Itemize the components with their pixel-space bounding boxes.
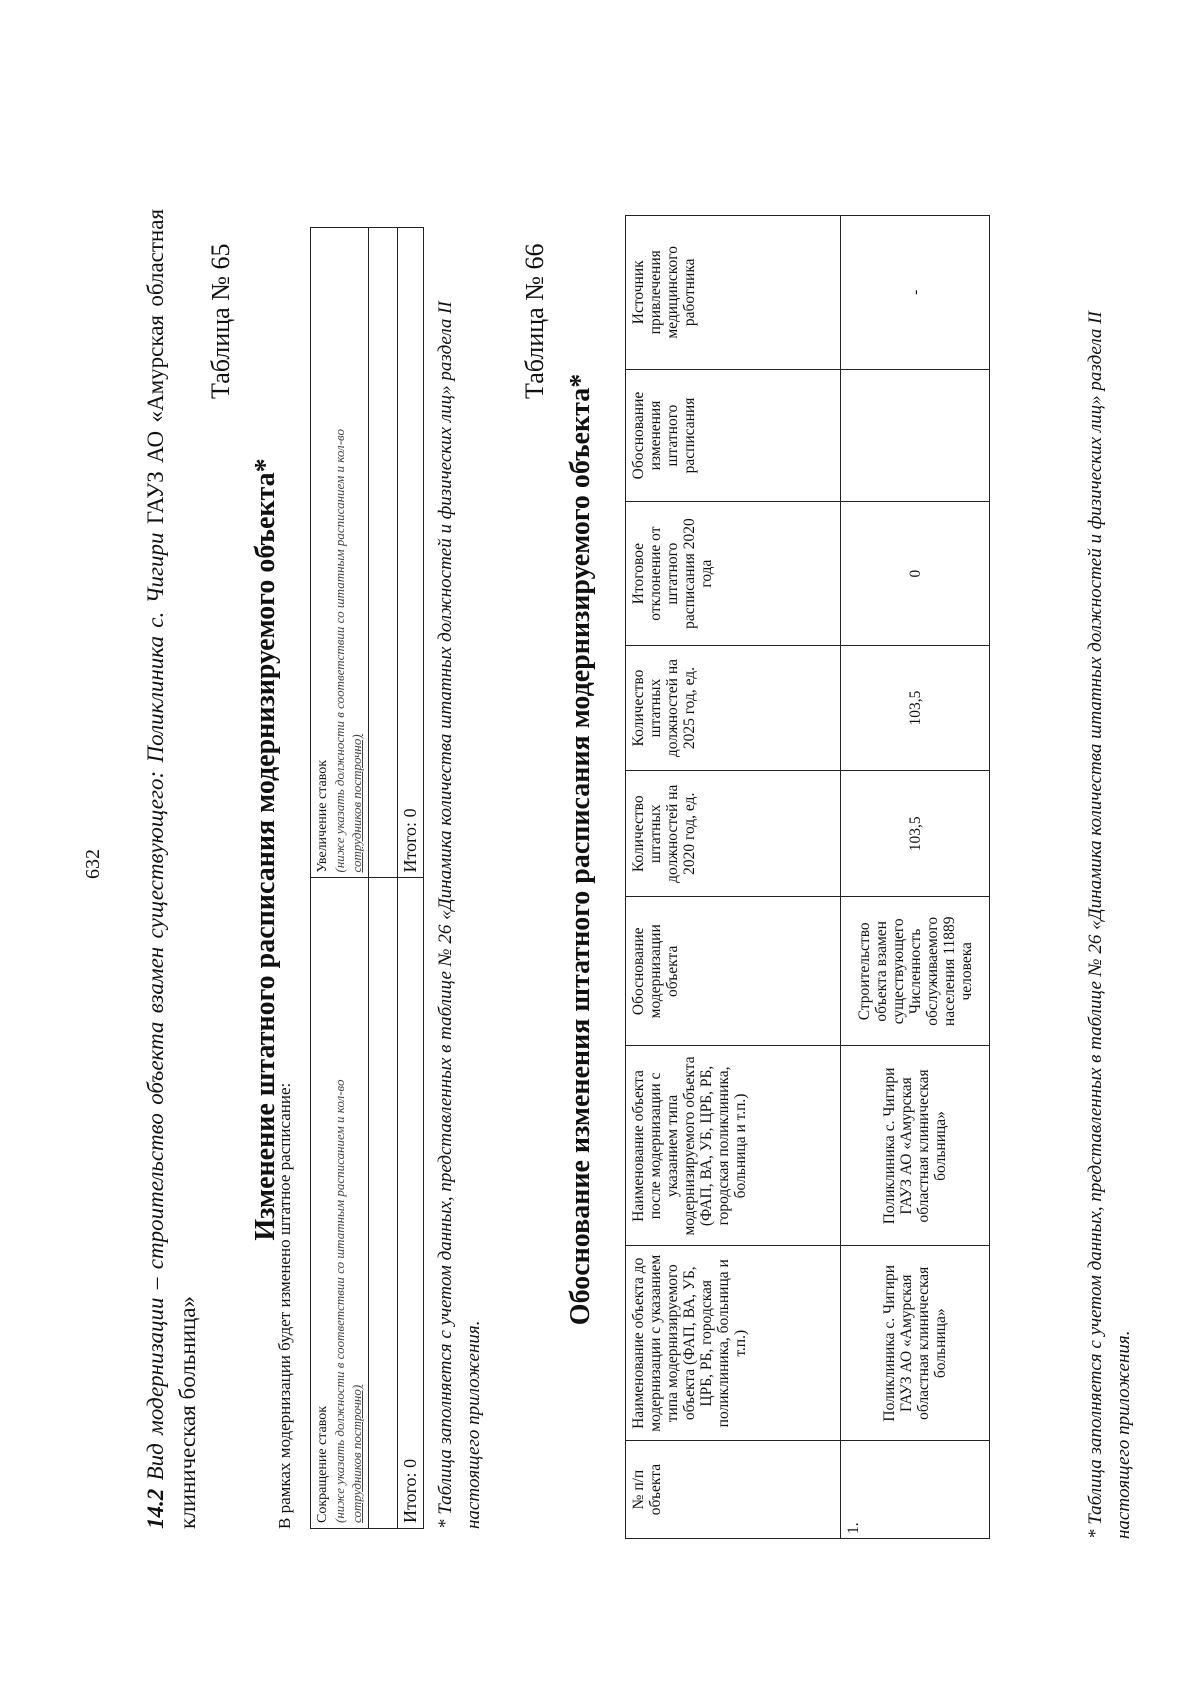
table-header-row xyxy=(626,216,841,1539)
section-number: 14.2 xyxy=(143,1488,168,1529)
header-cell: № п/п объекта xyxy=(626,1441,841,1539)
cell-source: - xyxy=(841,216,990,370)
cell-number: 1. xyxy=(841,1441,990,1539)
increase-note: (ниже указать должности в соответствии со штатным расписанием и кол-во xyxy=(332,428,347,873)
table-65-intro: В рамках модернизации будет изменено штатное расписание: xyxy=(275,1082,294,1529)
staffing-justification-table xyxy=(625,215,990,1539)
reduction-note: (ниже указать должности в соответствии со штатным расписанием и кол-во xyxy=(332,1079,347,1523)
table-65-footnote: * Таблица заполняется с учетом данных, представленных в таблице № 26 «Динамика количества штатных должностей и физических лиц» раздела II настоящего приложения. xyxy=(435,301,484,1529)
empty-cell xyxy=(369,228,398,879)
reduction-header: Сокращение ставок xyxy=(315,1405,330,1523)
table-row-empty xyxy=(369,228,398,1529)
reduction-note-underlined: сотрудников построчно) xyxy=(349,1384,364,1523)
reduction-header-cell xyxy=(311,878,369,1529)
page-number: 632 xyxy=(82,849,104,879)
table-66-title: Обоснование изменения штатного расписания модернизируемого объекта* xyxy=(565,373,596,1326)
increase-total: Итого: 0 xyxy=(398,228,424,879)
increase-header: Увеличение ставок xyxy=(315,759,330,873)
header-cell: Обоснование изменения штатного расписания xyxy=(626,369,841,502)
section-label: Вид модернизации – строительство объекта взамен существующего: xyxy=(143,770,168,1481)
table-65-caption: Таблица № 65 xyxy=(206,243,235,399)
cell-positions-2025: 103,5 xyxy=(841,645,990,771)
table-66-caption: Таблица № 66 xyxy=(520,243,549,399)
cell-after: Поликлиника с. Чигири ГАУЗ АО «Амурская областная клиническая больница» xyxy=(841,1046,990,1246)
cell-before: Поликлиника с. Чигири ГАУЗ АО «Амурская областная клиническая больница» xyxy=(841,1246,990,1441)
table-row xyxy=(311,228,369,1529)
object-name-rest: ГАУЗ АО «Амурская областная клиническая больница» xyxy=(143,208,200,1529)
header-cell: Наименование объекта до модернизации с указанием типа модернизируемого объекта (ФАП, ВА, УБ, ЦРБ, РБ, городская поликлиника, больница и т.п.) xyxy=(626,1246,841,1441)
object-name-italic: Поликлиника с. Чигири xyxy=(143,532,168,763)
reduction-total: Итого: 0 xyxy=(398,878,424,1529)
cell-justification: Строительство объекта взамен существующего Численность обслуживаемого населения 11889 человека xyxy=(841,897,990,1046)
header-cell: Количество штатных должностей на 2025 год, ед. xyxy=(626,645,841,771)
increase-header-cell xyxy=(311,228,369,879)
header-cell: Количество штатных должностей на 2020 год, ед. xyxy=(626,771,841,897)
table-row xyxy=(841,216,990,1539)
table-66-footnote: * Таблица заполняется с учетом данных, представленных в таблице № 26 «Динамика количества штатных должностей и физических лиц» раздела II настоящего приложения. xyxy=(1085,311,1134,1539)
section-heading xyxy=(140,209,204,1529)
header-cell: Наименование объекта после модернизации с указанием типа модернизируемого объекта (ФАП, ВА, УБ, ЦРБ, РБ, городская поликлиника, больница и т.п.) xyxy=(626,1046,841,1246)
header-cell: Итоговое отклонение от штатного расписания 2020 года xyxy=(626,502,841,645)
table-65-title: Изменение штатного расписания модернизируемого объекта* xyxy=(250,458,281,1241)
empty-cell xyxy=(369,878,398,1529)
cell-change-reason xyxy=(841,369,990,502)
header-cell: Источник привлечения медицинского работника xyxy=(626,216,841,370)
table-row-total xyxy=(398,228,424,1529)
header-cell: Обоснование модернизации объекта xyxy=(626,897,841,1046)
cell-positions-2020: 103,5 xyxy=(841,771,990,897)
staffing-change-table xyxy=(310,227,424,1529)
increase-note-underlined: сотрудников построчно) xyxy=(349,734,364,873)
cell-deviation: 0 xyxy=(841,502,990,645)
